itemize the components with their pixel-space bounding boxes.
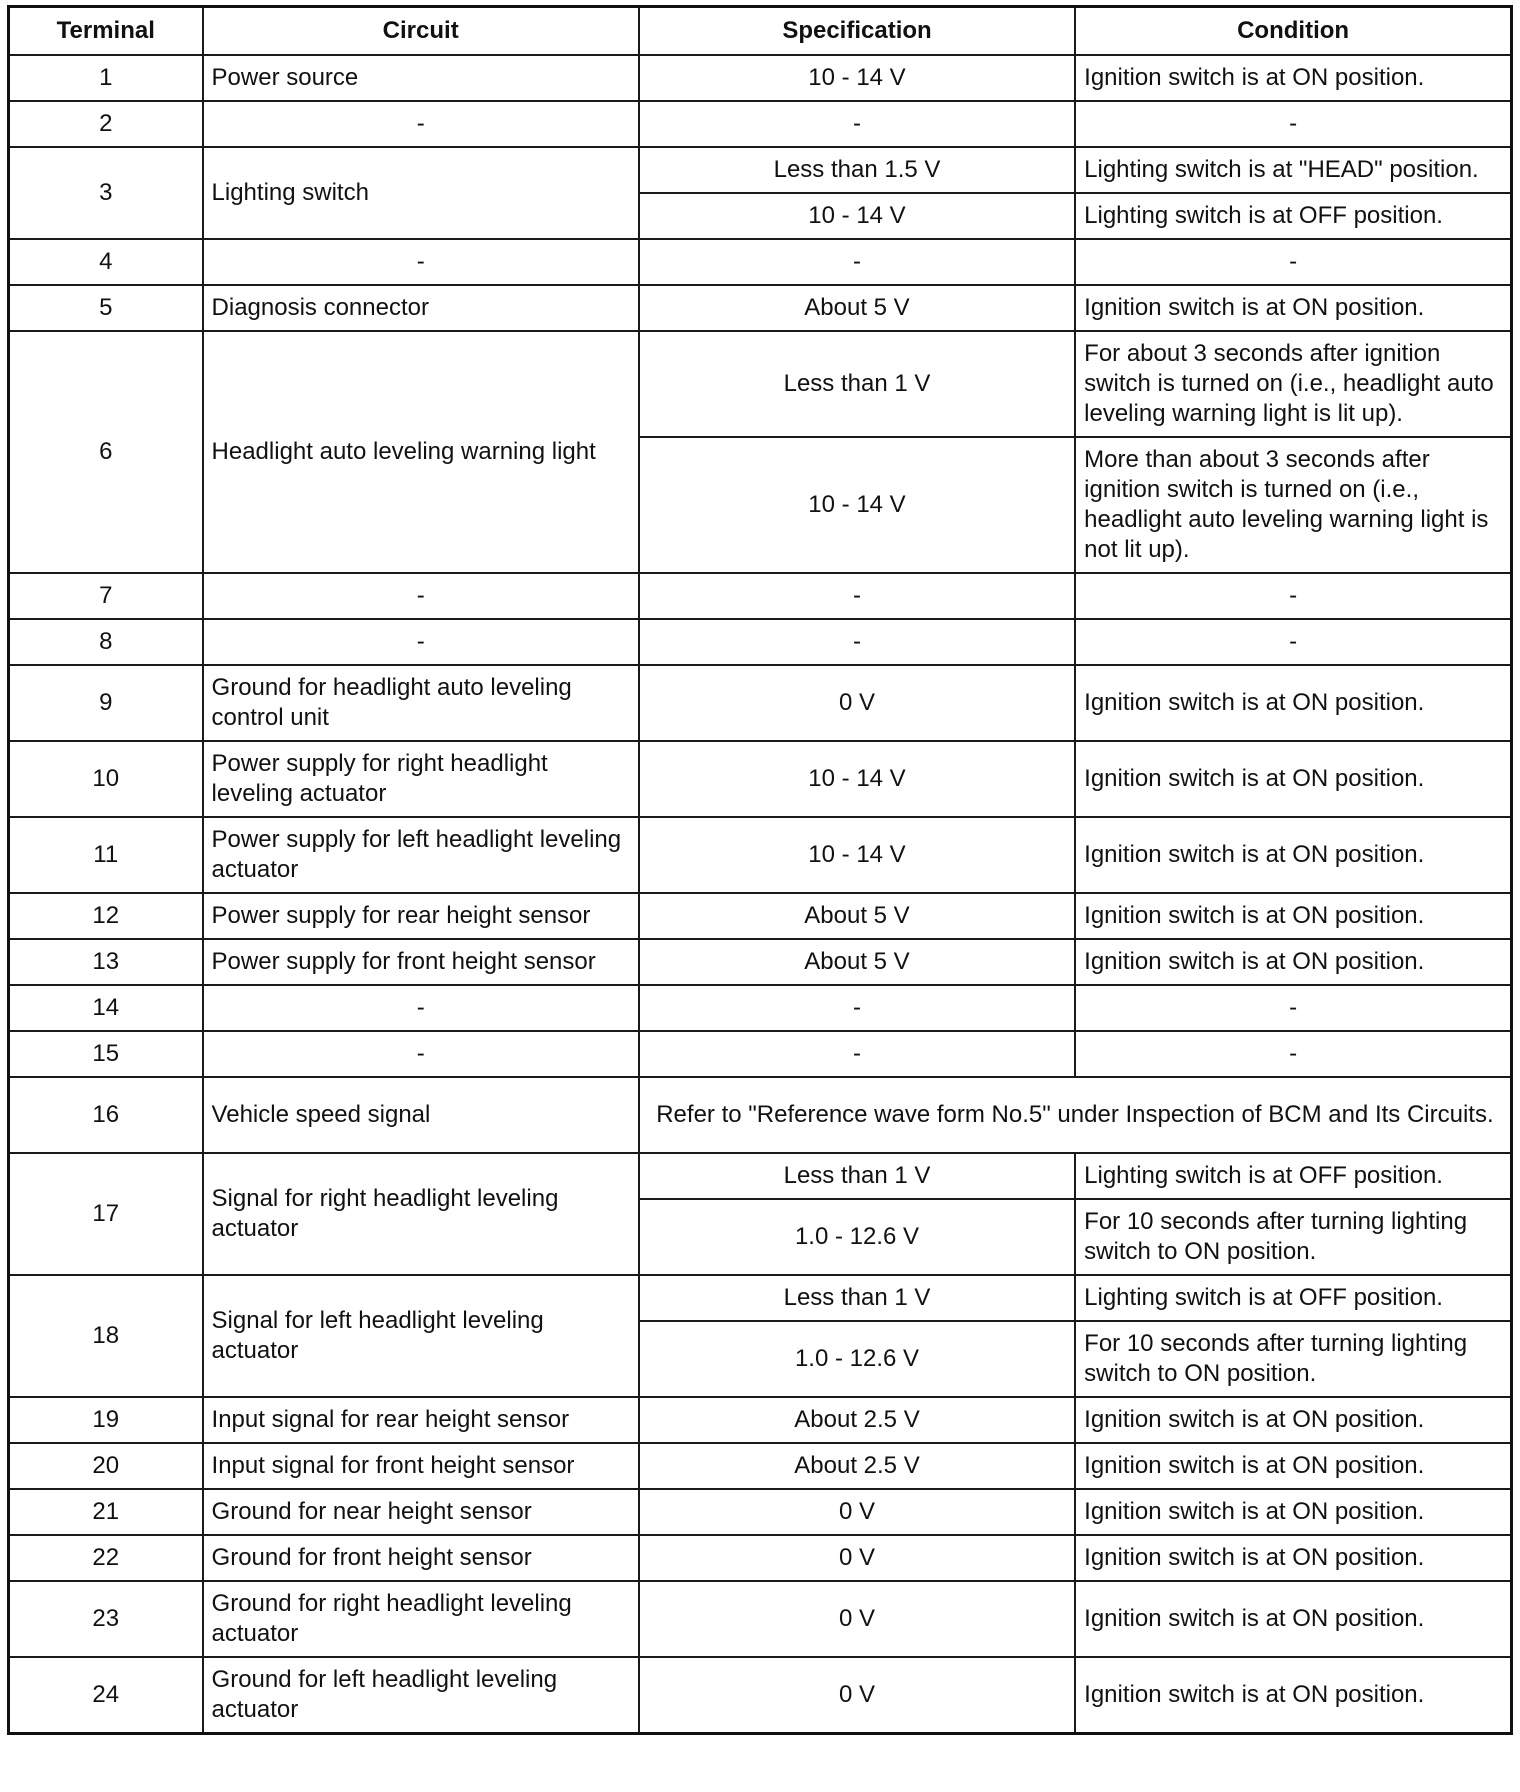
specification-cell: 10 - 14 V (639, 817, 1075, 893)
circuit-cell: Vehicle speed signal (203, 1077, 639, 1153)
condition-cell: For 10 seconds after turning lighting switch to ON position. (1075, 1321, 1511, 1397)
specification-cell: 0 V (639, 1581, 1075, 1657)
specification-cell: 1.0 - 12.6 V (639, 1199, 1075, 1275)
terminal-cell: 22 (9, 1535, 203, 1581)
table-row (9, 331, 1512, 437)
circuit-cell: Headlight auto leveling warning light (203, 331, 639, 573)
terminal-cell: 19 (9, 1397, 203, 1443)
terminal-cell: 2 (9, 101, 203, 147)
condition-cell: Ignition switch is at ON position. (1075, 741, 1511, 817)
table-row (9, 665, 1512, 741)
terminal-cell: 21 (9, 1489, 203, 1535)
table-row (9, 893, 1512, 939)
table-row (9, 1535, 1512, 1581)
table-row (9, 619, 1512, 665)
circuit-cell: Input signal for rear height sensor (203, 1397, 639, 1443)
table-row (9, 285, 1512, 331)
circuit-cell: Ground for left headlight leveling actuator (203, 1657, 639, 1734)
specification-cell: 0 V (639, 1535, 1075, 1581)
condition-cell: Ignition switch is at ON position. (1075, 1535, 1511, 1581)
terminal-cell: 12 (9, 893, 203, 939)
specification-cell: 10 - 14 V (639, 437, 1075, 573)
condition-cell: Ignition switch is at ON position. (1075, 1657, 1511, 1734)
circuit-cell: - (203, 985, 639, 1031)
circuit-cell: Ground for headlight auto leveling control unit (203, 665, 639, 741)
table-row (9, 741, 1512, 817)
table-row (9, 1397, 1512, 1443)
circuit-cell: Signal for left headlight leveling actuator (203, 1275, 639, 1397)
terminal-cell: 20 (9, 1443, 203, 1489)
circuit-cell: - (203, 1031, 639, 1077)
terminal-cell: 1 (9, 55, 203, 101)
table-row (9, 1031, 1512, 1077)
condition-cell: Ignition switch is at ON position. (1075, 665, 1511, 741)
circuit-cell: Input signal for front height sensor (203, 1443, 639, 1489)
condition-cell: Ignition switch is at ON position. (1075, 285, 1511, 331)
condition-cell: Ignition switch is at ON position. (1075, 1397, 1511, 1443)
terminal-cell: 5 (9, 285, 203, 331)
specification-cell: - (639, 619, 1075, 665)
condition-cell: For about 3 seconds after ignition switch is turned on (i.e., headlight auto leveling warning light is lit up). (1075, 331, 1511, 437)
condition-cell: Ignition switch is at ON position. (1075, 817, 1511, 893)
circuit-cell: Ground for near height sensor (203, 1489, 639, 1535)
table-row (9, 817, 1512, 893)
condition-cell: - (1075, 101, 1511, 147)
specification-cell: - (639, 239, 1075, 285)
condition-cell: Ignition switch is at ON position. (1075, 939, 1511, 985)
table-row (9, 1153, 1512, 1199)
table-row (9, 1489, 1512, 1535)
condition-cell: Lighting switch is at OFF position. (1075, 1153, 1511, 1199)
terminal-cell: 17 (9, 1153, 203, 1275)
condition-cell: Lighting switch is at OFF position. (1075, 1275, 1511, 1321)
table-row (9, 147, 1512, 193)
specification-cell: About 5 V (639, 939, 1075, 985)
condition-cell: Ignition switch is at ON position. (1075, 893, 1511, 939)
condition-cell: - (1075, 985, 1511, 1031)
specification-cell: Refer to "Reference wave form No.5" under Inspection of BCM and Its Circuits. (639, 1077, 1512, 1153)
terminal-cell: 16 (9, 1077, 203, 1153)
specification-cell: Less than 1 V (639, 1153, 1075, 1199)
condition-cell: - (1075, 1031, 1511, 1077)
circuit-cell: - (203, 573, 639, 619)
terminal-cell: 13 (9, 939, 203, 985)
table-row (9, 985, 1512, 1031)
terminal-cell: 23 (9, 1581, 203, 1657)
table-row (9, 55, 1512, 101)
terminal-spec-table (7, 5, 1513, 1735)
specification-cell: 1.0 - 12.6 V (639, 1321, 1075, 1397)
terminal-cell: 10 (9, 741, 203, 817)
table-row (9, 239, 1512, 285)
circuit-cell: Ground for right headlight leveling actuator (203, 1581, 639, 1657)
terminal-cell: 15 (9, 1031, 203, 1077)
specification-cell: About 5 V (639, 893, 1075, 939)
table-row (9, 1077, 1512, 1153)
circuit-cell: Signal for right headlight leveling actuator (203, 1153, 639, 1275)
terminal-cell: 7 (9, 573, 203, 619)
condition-cell: - (1075, 573, 1511, 619)
terminal-cell: 6 (9, 331, 203, 573)
table-row (9, 573, 1512, 619)
circuit-cell: - (203, 101, 639, 147)
header-terminal: Terminal (9, 7, 203, 56)
specification-cell: About 5 V (639, 285, 1075, 331)
terminal-cell: 14 (9, 985, 203, 1031)
terminal-cell: 8 (9, 619, 203, 665)
table-row (9, 1581, 1512, 1657)
header-specification: Specification (639, 7, 1075, 56)
specification-cell: 0 V (639, 665, 1075, 741)
specification-cell: About 2.5 V (639, 1397, 1075, 1443)
circuit-cell: Power source (203, 55, 639, 101)
specification-cell: 0 V (639, 1489, 1075, 1535)
circuit-cell: Power supply for left headlight leveling actuator (203, 817, 639, 893)
table-row (9, 101, 1512, 147)
specification-cell: 10 - 14 V (639, 741, 1075, 817)
condition-cell: More than about 3 seconds after ignition switch is turned on (i.e., headlight auto leveling warning light is not lit up). (1075, 437, 1511, 573)
circuit-cell: Ground for front height sensor (203, 1535, 639, 1581)
condition-cell: Lighting switch is at OFF position. (1075, 193, 1511, 239)
condition-cell: Lighting switch is at "HEAD" position. (1075, 147, 1511, 193)
condition-cell: Ignition switch is at ON position. (1075, 1581, 1511, 1657)
terminal-cell: 9 (9, 665, 203, 741)
specification-cell: 10 - 14 V (639, 193, 1075, 239)
circuit-cell: - (203, 619, 639, 665)
circuit-cell: Power supply for rear height sensor (203, 893, 639, 939)
condition-cell: - (1075, 619, 1511, 665)
header-circuit: Circuit (203, 7, 639, 56)
circuit-cell: - (203, 239, 639, 285)
table-header-row (9, 7, 1512, 56)
specification-cell: - (639, 985, 1075, 1031)
specification-cell: - (639, 573, 1075, 619)
table-row (9, 939, 1512, 985)
specification-cell: Less than 1 V (639, 331, 1075, 437)
condition-cell: Ignition switch is at ON position. (1075, 1443, 1511, 1489)
terminal-cell: 24 (9, 1657, 203, 1734)
terminal-cell: 4 (9, 239, 203, 285)
table-row (9, 1657, 1512, 1734)
terminal-cell: 18 (9, 1275, 203, 1397)
specification-cell: Less than 1 V (639, 1275, 1075, 1321)
specification-cell: - (639, 101, 1075, 147)
table-row (9, 1275, 1512, 1321)
specification-cell: 0 V (639, 1657, 1075, 1734)
header-condition: Condition (1075, 7, 1511, 56)
table-row (9, 1443, 1512, 1489)
condition-cell: Ignition switch is at ON position. (1075, 1489, 1511, 1535)
circuit-cell: Lighting switch (203, 147, 639, 239)
condition-cell: Ignition switch is at ON position. (1075, 55, 1511, 101)
condition-cell: - (1075, 239, 1511, 285)
terminal-table-container (7, 5, 1513, 1735)
terminal-cell: 11 (9, 817, 203, 893)
specification-cell: - (639, 1031, 1075, 1077)
condition-cell: For 10 seconds after turning lighting switch to ON position. (1075, 1199, 1511, 1275)
circuit-cell: Diagnosis connector (203, 285, 639, 331)
specification-cell: About 2.5 V (639, 1443, 1075, 1489)
terminal-cell: 3 (9, 147, 203, 239)
specification-cell: Less than 1.5 V (639, 147, 1075, 193)
specification-cell: 10 - 14 V (639, 55, 1075, 101)
circuit-cell: Power supply for right headlight leveling actuator (203, 741, 639, 817)
circuit-cell: Power supply for front height sensor (203, 939, 639, 985)
